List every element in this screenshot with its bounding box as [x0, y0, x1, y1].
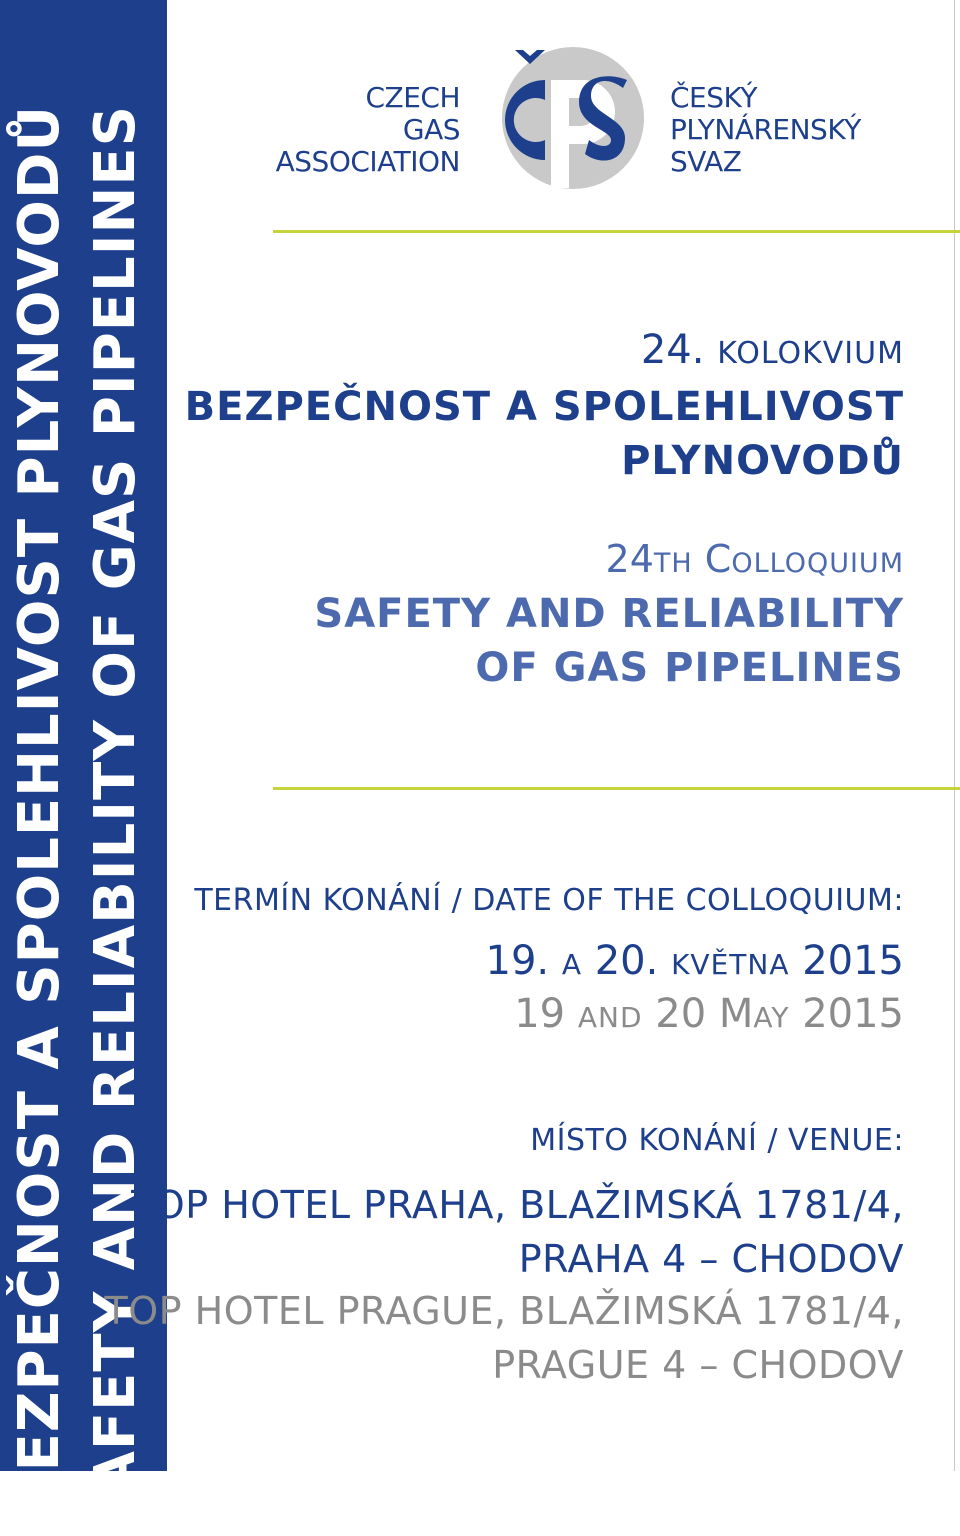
venue-en-line: TOP HOTEL PRAGUE, BLAŽIMSKÁ 1781/4,	[104, 1289, 904, 1333]
divider-middle	[273, 787, 960, 790]
colloquium-number: 24.	[640, 327, 705, 373]
logo-en-line: GAS	[402, 113, 460, 146]
date-en-conj: AND	[577, 1001, 643, 1034]
date-en-month-initial: M	[718, 991, 754, 1037]
logo-cz-line: PLYNÁRENSKÝ	[670, 113, 861, 146]
logo-text-en	[276, 82, 460, 178]
date-cz	[486, 938, 905, 984]
logo-en-line: ASSOCIATION	[275, 145, 460, 178]
date-cz-conj: A	[561, 948, 582, 981]
title-cz	[185, 380, 904, 488]
date-en-day2: 20	[655, 991, 707, 1037]
logo-cz-line: ČESKÝ	[670, 81, 757, 114]
venue-label: MÍSTO KONÁNÍ / VENUE:	[530, 1123, 904, 1158]
cps-logo-mark-icon	[475, 40, 655, 200]
venue-cz	[131, 1178, 904, 1286]
date-en-year: 2015	[802, 991, 904, 1037]
logo-cz-line: SVAZ	[670, 145, 742, 178]
colloquium-en-suffix: TH	[653, 548, 693, 579]
title-en-line: OF GAS PIPELINES	[475, 645, 904, 691]
title-cz-line: BEZPEČNOST A SPOLEHLIVOST	[184, 384, 904, 430]
venue-cz-line: PRAHA 4 – CHODOV	[518, 1237, 904, 1281]
logo-en-line: CZECH	[365, 81, 460, 114]
colloquium-en-initial: C	[704, 537, 732, 581]
venue-en-line: PRAGUE 4 – CHODOV	[492, 1343, 904, 1387]
sidebar-title-cz: BEZPEČNOST A SPOLEHLIVOST PLYNOVODŮ	[7, 105, 72, 1516]
title-cz-line: PLYNOVODŮ	[621, 438, 904, 484]
colloquium-en-number: 24	[605, 537, 654, 581]
page-edge-divider	[954, 0, 955, 1471]
colloquium-en-rest: OLLOQUIUM	[731, 548, 904, 579]
venue-en	[105, 1284, 904, 1392]
divider-top	[273, 230, 960, 233]
date-en-month-rest: AY	[753, 1001, 790, 1034]
sidebar-title-en: SAFETY AND RELIABILITY OF GAS PIPELINES	[83, 105, 148, 1536]
colloquium-number-en	[606, 537, 904, 581]
date-cz-month: KVĚTNA	[671, 948, 790, 981]
date-label: TERMÍN KONÁNÍ / DATE OF THE COLLOQUIUM:	[194, 883, 904, 918]
date-cz-year: 2015	[802, 938, 904, 984]
date-cz-day2: 20.	[594, 938, 659, 984]
colloquium-word: KOLOKVIUM	[717, 336, 904, 371]
date-cz-day1: 19.	[485, 938, 550, 984]
colloquium-number-cz	[641, 327, 904, 373]
title-en	[314, 587, 904, 695]
logo-text-cz	[670, 82, 861, 178]
date-en	[514, 991, 904, 1037]
venue-cz-line: TOP HOTEL PRAHA, BLAŽIMSKÁ 1781/4,	[131, 1183, 904, 1227]
logo-circle	[502, 47, 644, 189]
date-en-day1: 19	[514, 991, 566, 1037]
title-en-line: SAFETY AND RELIABILITY	[314, 591, 904, 637]
association-logo	[270, 40, 870, 200]
